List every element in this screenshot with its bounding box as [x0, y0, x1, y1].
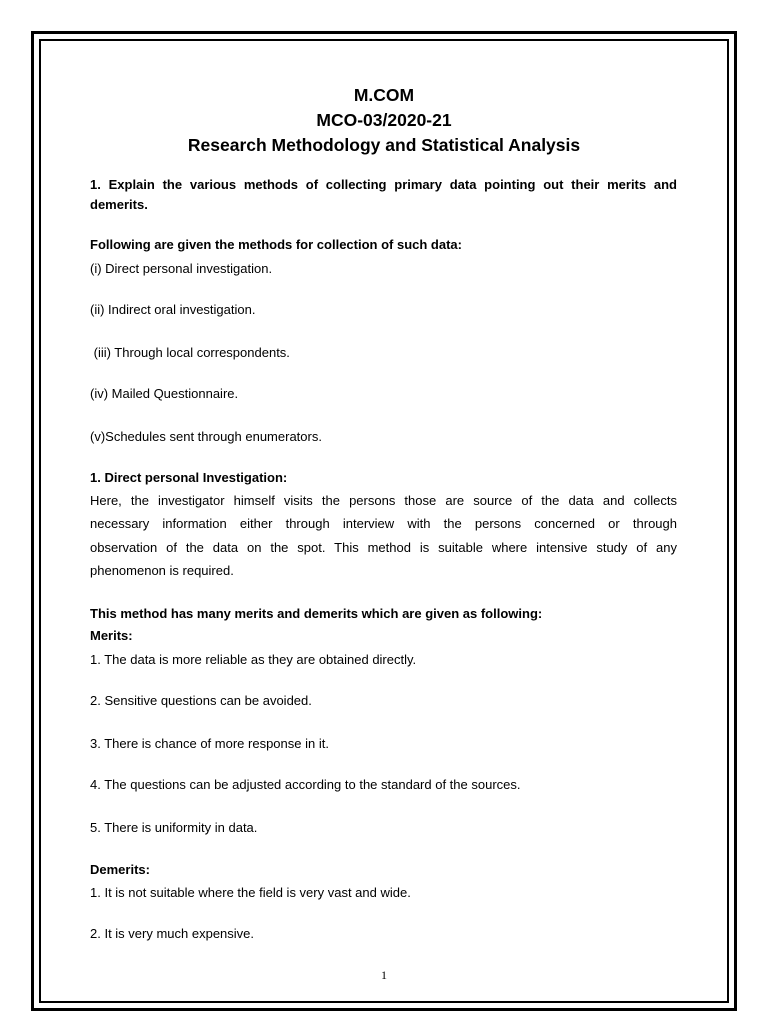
demerit-item: 1. It is not suitable where the field is very vast and wide. — [90, 885, 411, 900]
demerit-item: 2. It is very much expensive. — [90, 926, 255, 941]
method-item: (iii) Through local correspondents. — [90, 345, 290, 360]
method-item: (ii) Indirect oral investigation. — [90, 302, 256, 317]
method-item: (iv) Mailed Questionnaire. — [90, 386, 239, 401]
demerits-heading: Demerits: — [90, 862, 150, 877]
paragraph-line: phenomenon is required. — [90, 563, 234, 578]
document-header — [0, 83, 768, 158]
merit-item: 3. There is chance of more response in it. — [90, 736, 329, 751]
merit-item: 4. The questions can be adjusted according to the standard of the sources. — [90, 777, 521, 792]
course-code: MCO-03/2020-21 — [316, 110, 452, 130]
course-title: M.COM — [353, 85, 415, 105]
question-text: 1. Explain the various methods of collecting primary data pointing out their merits and demerits. — [90, 177, 677, 212]
merits-heading: Merits: — [90, 628, 133, 643]
page-number: 1 — [381, 968, 387, 982]
merit-item: 1. The data is more reliable as they are obtained directly. — [90, 652, 417, 667]
paragraph-line: Here, the investigator himself visits the persons those are source of the data and collects — [90, 493, 677, 508]
method-item: (v)Schedules sent through enumerators. — [90, 429, 322, 444]
merit-item: 2. Sensitive questions can be avoided. — [90, 693, 312, 708]
subject-title: Research Methodology and Statistical Analysis — [187, 135, 581, 155]
paragraph-line: necessary information either through interview with the persons concerned or through — [90, 516, 677, 531]
paragraph-line: observation of the data on the spot. This method is suitable where intensive study of any — [90, 540, 677, 555]
section-heading: 1. Direct personal Investigation: — [90, 470, 288, 485]
method-item: (i) Direct personal investigation. — [90, 261, 273, 276]
merits-intro: This method has many merits and demerits which are given as following: — [90, 606, 543, 621]
methods-intro: Following are given the methods for collection of such data: — [90, 237, 462, 252]
merit-item: 5. There is uniformity in data. — [90, 820, 258, 835]
